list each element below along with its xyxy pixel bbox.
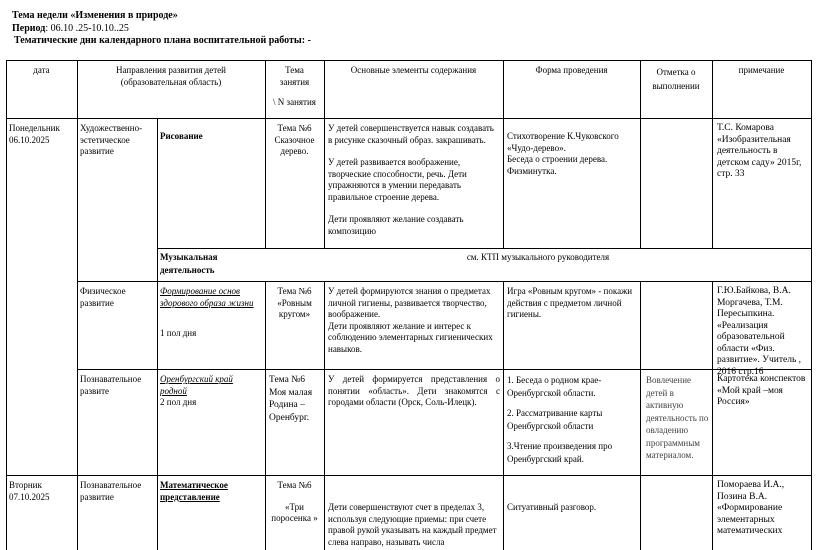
row1-date bbox=[9, 123, 75, 146]
date-value: 07.10.2025 bbox=[9, 491, 50, 502]
paragraph-gap bbox=[507, 400, 638, 407]
content-paragraph: У детей совершенствуется навык создавать в рисунке сказочный образ. закрашивать. bbox=[328, 123, 494, 145]
form-line: Стихотворение К.Чуковского «Чудо-дерево». bbox=[507, 131, 619, 153]
grid-line bbox=[324, 60, 325, 248]
header-directions-line2: (образовательная область) bbox=[120, 76, 222, 87]
grid-line bbox=[6, 60, 7, 550]
row1-topic: Тема №6 Сказочное дерево. bbox=[274, 123, 315, 156]
plan-title: Тематические дни календарного плана воспитательной работы: - bbox=[14, 35, 311, 46]
grid-line bbox=[324, 281, 325, 550]
topic-line: Тема №6 bbox=[277, 286, 312, 296]
grid-line bbox=[712, 60, 713, 248]
date-day: Понедельник bbox=[9, 123, 60, 133]
half-day: 2 пол дня bbox=[160, 397, 197, 407]
row5-form: Ситуативный разговор. bbox=[507, 502, 597, 512]
header-note: примечание bbox=[738, 65, 785, 75]
row4-form bbox=[507, 374, 638, 466]
row5-area: Познавательное развитие bbox=[80, 480, 142, 502]
grid-line bbox=[6, 118, 811, 119]
activity-line: Музыкальная bbox=[160, 252, 218, 262]
row1-form bbox=[507, 131, 638, 177]
row2-activity bbox=[160, 251, 263, 277]
row5-date bbox=[9, 480, 75, 503]
paragraph-gap bbox=[328, 146, 500, 157]
week-theme bbox=[12, 10, 178, 22]
form-line: Физминутка. bbox=[507, 165, 557, 176]
form-line: Беседа о строении дерева. bbox=[507, 154, 608, 164]
row1-area: Художественно-эстетическое развитие bbox=[80, 123, 143, 156]
row3-form: Игра «Ровным кругом» - покажи действия с предметом личной гигиены. bbox=[507, 286, 633, 319]
grid-line bbox=[503, 60, 504, 248]
row5-topic bbox=[266, 480, 323, 550]
form-line: 3.Чтение произведения про Оренбургский край. bbox=[507, 441, 613, 464]
content-paragraph: Дети проявляют желание и интерес к соблюдению элементарных гигиенических навыков. bbox=[328, 320, 493, 354]
row4-note: Картотека конспектов «Мой край –моя Россия» bbox=[717, 374, 806, 407]
activity-line: деятельность bbox=[160, 265, 215, 275]
row3-content bbox=[328, 286, 500, 355]
date-day: Вторник bbox=[9, 480, 42, 490]
row3-topic bbox=[266, 286, 323, 321]
row5-content: Дети совершенствуют счет в пределах 3, используя следующие приемы: при счете правой рукой указывать на каждый предмет слева направо, называть числа bbox=[328, 502, 497, 547]
date-value: 06.10.2025 bbox=[9, 134, 50, 145]
grid-line bbox=[157, 118, 158, 550]
period-value: : 06.10 .25-10.10..25 bbox=[45, 23, 129, 34]
row3-activity bbox=[160, 286, 263, 340]
topic-line: Тема №6 bbox=[277, 480, 312, 490]
header-mark bbox=[640, 65, 712, 93]
form-line: 2. Рассматривание карты Оренбургской области bbox=[507, 408, 603, 431]
header-directions-line1: Направления развития детей bbox=[116, 65, 226, 75]
row1-activity: Рисование bbox=[160, 131, 203, 141]
activity-text: родной bbox=[160, 385, 187, 396]
row3-note: Г.Ю.Байкова, В.А. Моргачева, Т.М. Пересыпкина. «Реализация образовательной области «Физ. развитие». Учитель , 2016 стр.16 bbox=[717, 286, 802, 377]
grid-line bbox=[157, 248, 811, 249]
grid-line bbox=[6, 60, 811, 61]
form-line: 1. Беседа о родном крае-Оренбургской области. bbox=[507, 375, 602, 398]
header-mark-line1: Отметка о bbox=[656, 67, 696, 77]
week-label: Тема недели bbox=[12, 10, 68, 21]
week-title: «Изменения в природе» bbox=[70, 10, 178, 21]
row4-area: Познавательное развите bbox=[80, 374, 142, 396]
row5-activity: Математическое представление bbox=[160, 480, 228, 502]
content-paragraph: Дети проявляют желание создавать композицию bbox=[328, 214, 464, 236]
row1-content bbox=[328, 123, 500, 247]
grid-line bbox=[77, 281, 811, 282]
row5-note: Помораева И.А., Позина В.А. «Формирование элементарных математических bbox=[717, 480, 785, 536]
activity-text: Формирование основ здорового образа жизни bbox=[160, 286, 254, 308]
header-topic-line2: занятия bbox=[279, 76, 310, 87]
period-line bbox=[12, 23, 129, 35]
grid-line bbox=[712, 281, 713, 550]
header-date: дата bbox=[33, 65, 50, 75]
header-content: Основные элементы содержания bbox=[350, 65, 477, 75]
row4-content: У детей формируется представления о понятии «область». Дети знакомятся с городами области (Орск, Соль-Илецк). bbox=[328, 374, 500, 407]
content-paragraph: У детей формируются знания о предметах личной гигиены, развивается творчество, воображение. bbox=[328, 286, 491, 319]
activity-text: Оренбургский край bbox=[160, 374, 233, 384]
grid-line bbox=[77, 60, 78, 550]
grid-line bbox=[640, 281, 641, 550]
header-topic bbox=[265, 65, 324, 109]
row4-topic: Тема №6 Моя малая Родина – Оренбург. bbox=[269, 375, 313, 423]
header-topic-line3: \ N занятия bbox=[273, 97, 316, 107]
paragraph-gap bbox=[328, 203, 500, 214]
header-directions bbox=[77, 65, 265, 88]
header-form: Форма проведения bbox=[535, 65, 608, 75]
paragraph-gap bbox=[507, 433, 638, 440]
period-label: Период bbox=[12, 23, 46, 34]
grid-line bbox=[811, 60, 812, 550]
row4-activity bbox=[160, 374, 263, 409]
row2-merged: см. КТП музыкального руководителя bbox=[466, 252, 610, 262]
row1-note: Т.С. Комарова «Изобразительная деятельность в детском саду» 2015г, стр. 33 bbox=[717, 123, 802, 179]
topic-line: «Три поросенка » bbox=[271, 501, 318, 523]
grid-line bbox=[77, 369, 811, 370]
header-topic-line1: Тема bbox=[285, 65, 304, 75]
content-paragraph: У детей развивается воображение, творческие способности, речь. Дети упражняются в умении передавать правильное строение дерева. bbox=[328, 157, 467, 202]
row4-mark: Вовлечение детей в активную деятельность по овладению программным материалом. bbox=[646, 375, 709, 460]
topic-line: «Ровным кругом» bbox=[277, 297, 312, 319]
half-day: 1 пол дня bbox=[160, 328, 197, 338]
grid-line bbox=[503, 281, 504, 550]
grid-line bbox=[6, 475, 811, 476]
header-mark-line2: выполнении bbox=[652, 81, 700, 91]
row3-area: Физическое развитие bbox=[80, 286, 126, 308]
